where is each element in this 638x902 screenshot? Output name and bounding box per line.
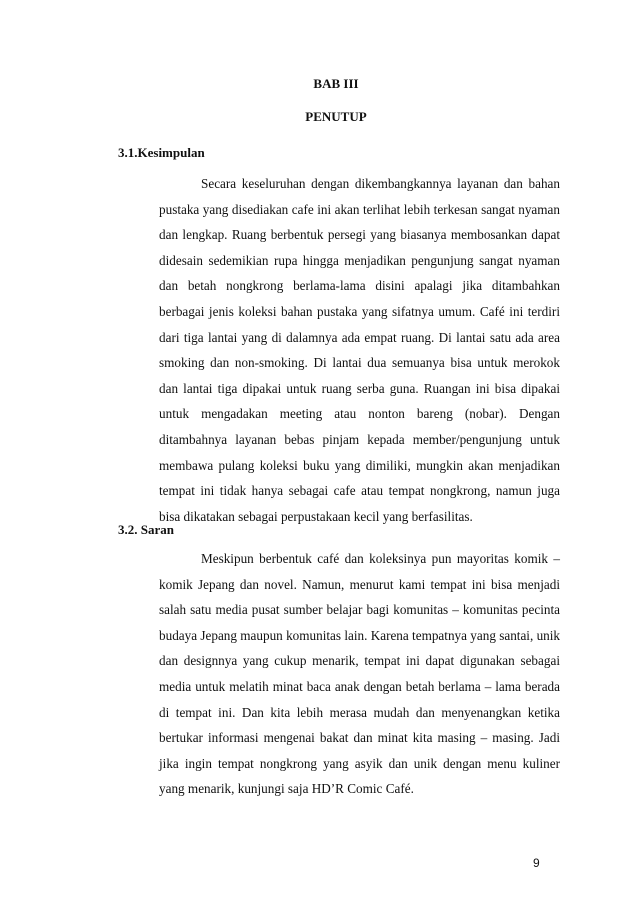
page-number: 9 [533,856,540,870]
section-heading-kesimpulan: 3.1.Kesimpulan [118,145,205,160]
paragraph-saran: Meskipun berbentuk café dan koleksinya pun mayoritas komik – komik Jepang dan novel. Namun, menurut kami tempat ini bisa menjadi salah satu media pusat sumber belajar bagi komunitas – komunitas pecinta budaya Jepang maupun komunitas lain. Karena tempatnya yang santai, unik dan designnya yang cukup menarik, tempat ini dapat digunakan sebagai media untuk melatih minat baca anak dengan betah berlama – lama berada di tempat ini. Dan kita lebih merasa mudah dan menyenangkan ketika bertukar informasi mengenai bakat dan minat kita masing – masing. Jadi jika ingin tempat nongkrong yang asyik dan unik dengan menu kuliner yang menarik, kunjungi saja HD’R Comic Café. [159,551,561,797]
section-heading-saran: 3.2. Saran [118,522,174,537]
chapter-label: BAB III [313,76,359,91]
paragraph-kesimpulan: Secara keseluruhan dengan dikembangkannya layanan dan bahan pustaka yang disediakan cafe ini akan terlihat lebih terkesan sangat nyaman dan lengkap. Ruang berbentuk persegi yang biasanya membosankan dapat didesain sedemikian rupa hingga menjadikan pengunjung sangat nyaman dan betah nongkrong berlama-lama disini apalagi jika ditambahkan berbagai jenis koleksi bahan pustaka yang sifatnya umum. Café ini terdiri dari tiga lantai yang di dalamnya ada empat ruang. Di lantai satu ada area smoking dan non-smoking. Di lantai dua semuanya bisa untuk merokok dan lantai tiga dipakai untuk ruang serba guna. Ruangan ini bisa dipakai untuk mengadakan meeting atau nonton bareng (nobar). Dengan ditambahnya layanan bebas pinjam kepada member/pengunjung untuk membawa pulang koleksi buku yang dimiliki, mungkin akan menjadikan tempat ini tidak hanya sebagai cafe atau tempat nongkrong, namun juga bisa dikatakan sebagai perpustakaan kecil yang berfasilitas. [159,176,560,524]
chapter-title: PENUTUP [305,109,367,124]
